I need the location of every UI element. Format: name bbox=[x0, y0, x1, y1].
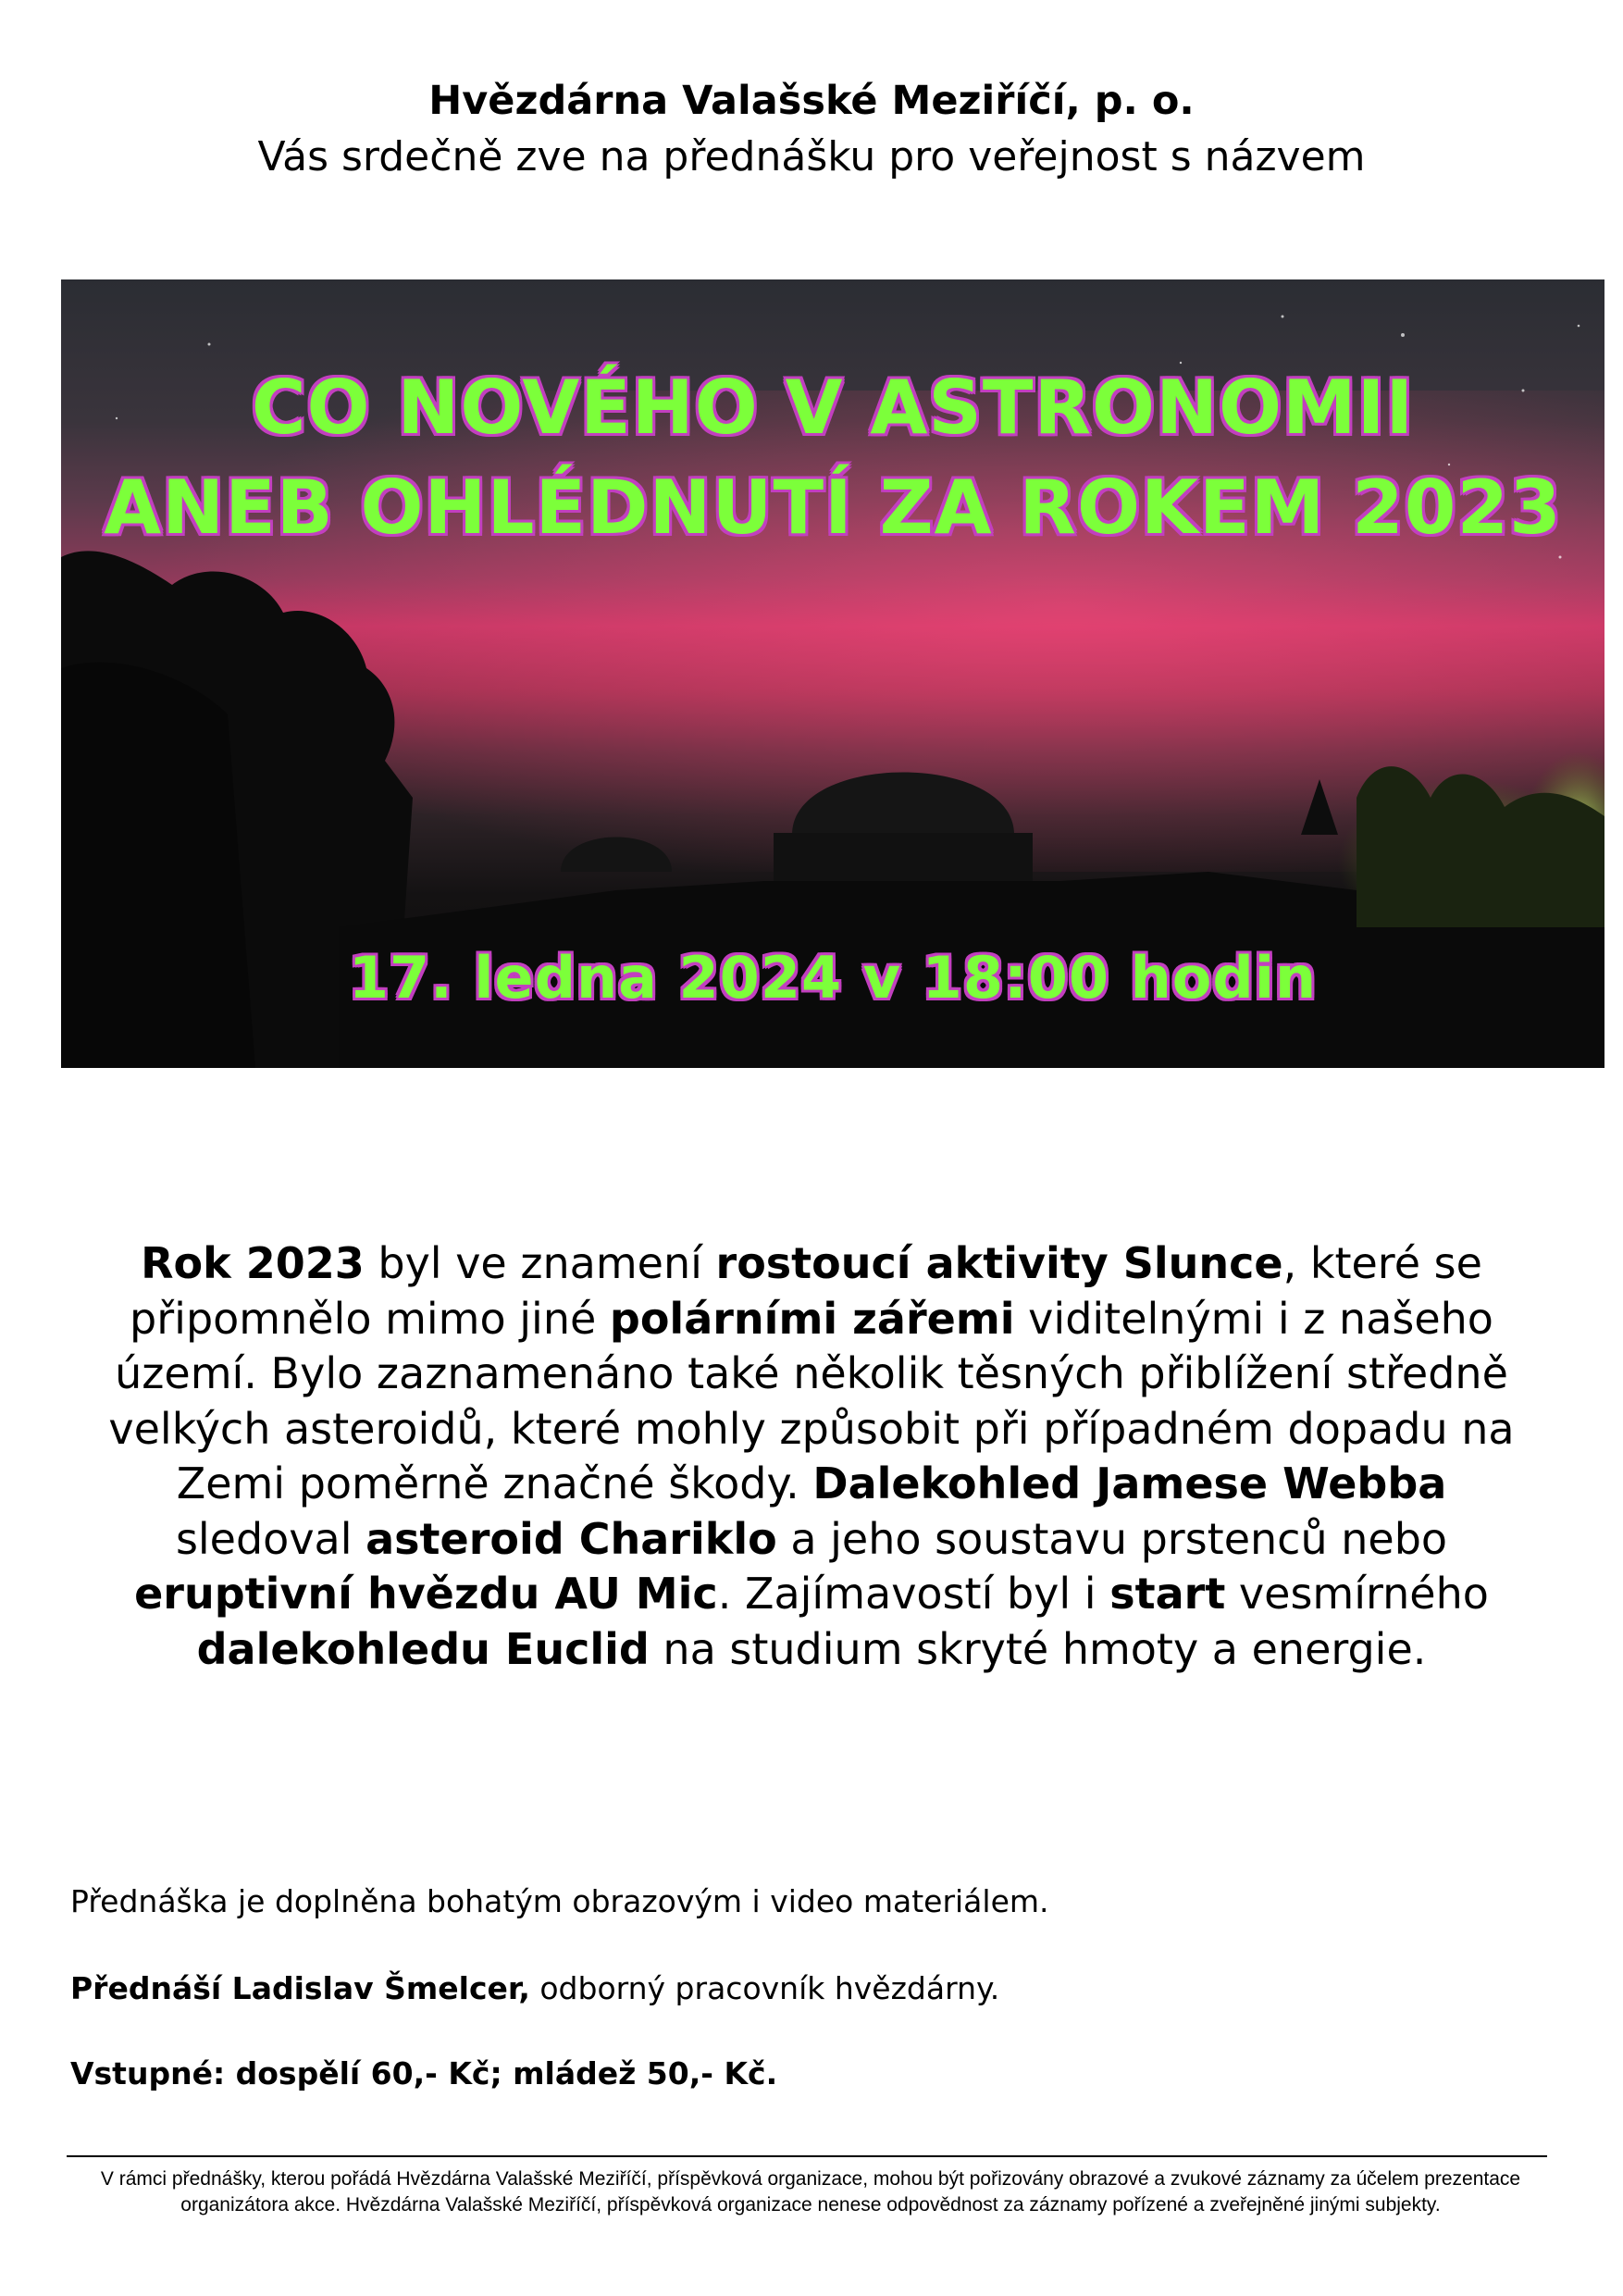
aurora-banner bbox=[61, 279, 1604, 1068]
footer-disclaimer bbox=[89, 2166, 1532, 2218]
footer-line1: V rámci přednášky, kterou pořádá Hvězdárna Valašské Meziříčí, příspěvková organizace, mohou být pořizovány obrazové a zvukové záznamy za účelem prezentace bbox=[100, 2168, 1521, 2190]
admission-note: Vstupné: dospělí 60,- Kč; mládež 50,- Kč. bbox=[70, 2055, 778, 2091]
speaker-note bbox=[70, 1970, 999, 2006]
invitation-line: Vás srdečně zve na přednášku pro veřejnost s názvem bbox=[257, 133, 1366, 180]
footer-line2: organizátora akce. Hvězdárna Valašské Meziříčí, příspěvková organizace nenese odpovědnost za záznamy pořízené a zveřejněné jinými subjekty. bbox=[180, 2194, 1441, 2215]
lecture-title-line1: CO NOVÉHO V ASTRONOMII bbox=[251, 365, 1415, 451]
speaker-name: Přednáší Ladislav Šmelcer, bbox=[70, 1970, 530, 2006]
footer-divider bbox=[67, 2155, 1547, 2157]
lecture-datetime: 17. ledna 2024 v 18:00 hodin bbox=[348, 944, 1318, 1011]
lecture-title-line2: ANEB OHLÉDNUTÍ ZA ROKEM 2023 bbox=[104, 465, 1562, 551]
organizer-name: Hvězdárna Valašské Meziříčí, p. o. bbox=[428, 78, 1195, 124]
lecture-description: Rok 2023 byl ve znamení rostoucí aktivity Slunce, které se připomnělo mimo jiné polárními zářemi viditelnými i z našeho území. Bylo zaznamenáno také několik těsných přiblížení středně velkých asteroidů, které mohly způsobit při případném dopadu na Zemi poměrně značné škody. Dalekohled Jamese Webba sledoval asteroid Chariklo a jeho soustavu prstenců nebo eruptivní hvězdu AU Mic. Zajímavostí byl i start vesmírného dalekohledu Euclid na studium skryté hmoty a energie. bbox=[108, 1238, 1515, 1674]
speaker-role: odborný pracovník hvězdárny. bbox=[529, 1970, 1000, 2006]
material-note: Přednáška je doplněna bohatým obrazovým i video materiálem. bbox=[70, 1883, 1049, 1919]
